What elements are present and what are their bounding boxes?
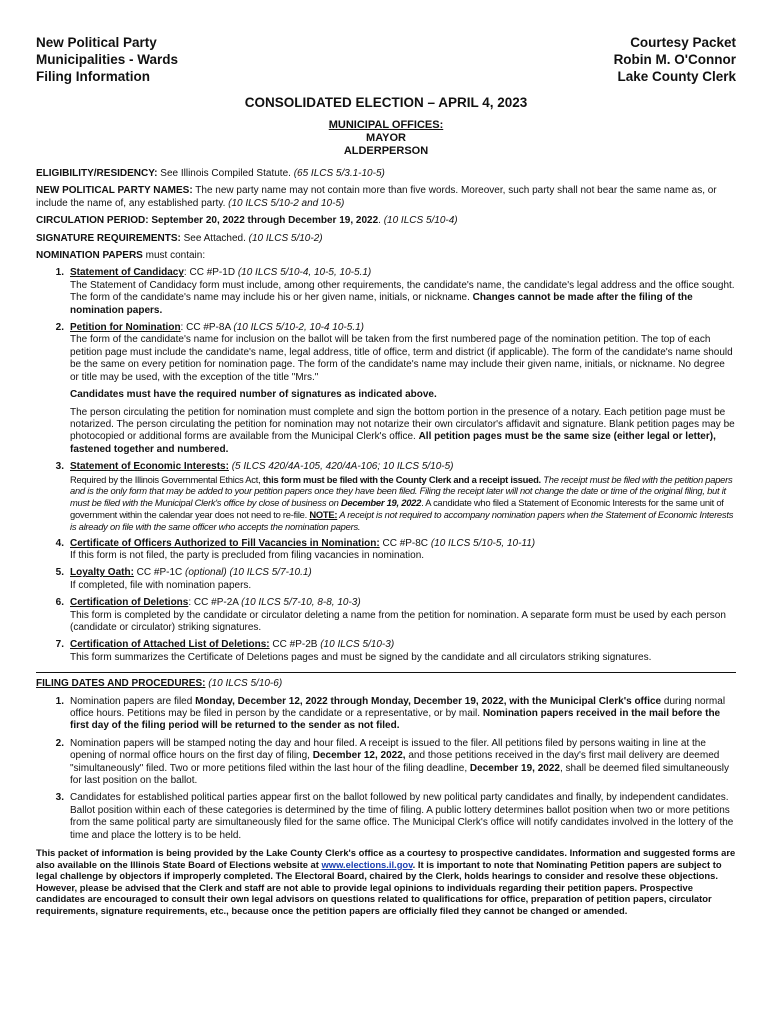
item-bold-2: Nomination papers received in the mail before the first day of the filing period will be returned to the sender as not filed. (70, 707, 721, 732)
header-left-line: New Political Party (36, 35, 157, 50)
item-number: 1. (55, 695, 64, 707)
item-bold-2: December 19, 2022 (469, 762, 560, 774)
circulation-text: . (378, 215, 384, 227)
municipal-offices (36, 119, 736, 158)
circulation-paragraph (36, 215, 736, 227)
signature-text: See Attached. (180, 232, 249, 244)
item-number: 6. (55, 597, 64, 609)
item-cite: (5 ILCS 420/4A-105, 420/4A-106; 10 ILCS 5/10-5) (228, 461, 454, 473)
header-left (36, 34, 178, 85)
item-cite: (10 ILCS 5/10-5, 10-11) (430, 537, 536, 549)
circulation-label: CIRCULATION PERIOD: September 20, 2022 through December 19, 2022 (36, 215, 379, 227)
item-text-2: The person circulating the petition for nomination must complete and sign the bottom portion in the presence of a notary. Each petition page must be notarized. The person circulating the petition for nomination may not notarize their own circulator's affidavit and signature. Blank petition pages may be photocopied or additional forms are available from the Municipal Clerk's office. (70, 406, 735, 443)
filing-heading (36, 678, 736, 690)
list-item (36, 461, 736, 532)
nomination-list (36, 267, 736, 664)
list-item (36, 567, 736, 592)
footer-text: This packet of information is being provided by the Lake County Clerk's office as a courtesy to prospective candidates. Information and suggested forms are also available on the Illinois State Board of Elections website at (36, 847, 736, 870)
item-text: Candidates for established political parties appear first on the ballot followed by new political party candidates and finally, by independent candidates. Ballot position within each of these categories is determined by the time of filing. A public lottery determines ballot position when two or more petitions from the same political party are simultaneously filed for the same office. The Municipal Clerk's office will notify candidates involved in the lottery of the time and place the lottery is to be held. (70, 792, 734, 841)
item-title: Petition for Nomination (70, 322, 181, 334)
item-text: Required by the Illinois Governmental Ethics Act, (70, 473, 263, 485)
header-right (614, 34, 736, 85)
list-item (36, 597, 736, 634)
party-names-paragraph (36, 185, 736, 210)
item-title: Certification of Deletions (70, 597, 189, 609)
item-title: Statement of Candidacy (70, 267, 184, 279)
item-cite: (10 ILCS 5/10-2, 10-4 10-5.1) (233, 322, 364, 334)
filing-label: FILING DATES AND PROCEDURES: (36, 678, 206, 690)
list-item (36, 792, 736, 842)
list-item (36, 738, 736, 788)
item-code: CC #P-8C (379, 537, 431, 549)
list-item (36, 322, 736, 456)
item-text: The form of the candidate's name for inclusion on the ballot will be taken from the first numbered page of the nomination petition. The top of each petition page must include the candidate's name, legal address, title of office, term and district (if applicable). The form of the candidate's name should be the same on every petition for nomination page. The form of the candidate's name may include their given name, initials, or nickname. No degree or title may be used, with the exception of the title "Mrs." (70, 334, 733, 383)
party-names-label: NEW POLITICAL PARTY NAMES: (36, 185, 193, 197)
offices-heading: MUNICIPAL OFFICES: (328, 119, 444, 131)
item-bold-paragraph: Candidates must have the required number of signatures as indicated above. (70, 389, 437, 401)
item-cite: (optional) (10 ILCS 5/7-10.1) (185, 567, 312, 579)
item-cite: (10 ILCS 5/7-10, 8-8, 10-3) (241, 597, 361, 609)
nomination-papers-paragraph (36, 250, 736, 262)
list-item (36, 696, 736, 733)
header-right-line: Robin M. O'Connor (613, 52, 736, 67)
office-item: MAYOR (366, 132, 406, 144)
item-number: 2. (55, 322, 64, 334)
item-text: Nomination papers will be stamped noting the day and hour filed. A receipt is issued to the filer. All petitions filed by persons waiting in line at the opening of normal office hours on the first day of filing, (70, 737, 706, 762)
item-text: This form summarizes the Certificate of Deletions pages and must be signed by the candidate and all circulators striking signatures. (70, 651, 652, 663)
item-code: : CC #P-1D (183, 267, 238, 279)
list-item (36, 639, 736, 664)
item-number: 1. (55, 267, 64, 279)
item-note-label: NOTE: (309, 508, 338, 520)
elections-website-link[interactable]: www.elections.il.gov (321, 858, 413, 870)
section-divider (36, 672, 736, 673)
item-italic: The receipt must be filed with the petition papers and is the only form that may be added to your petition papers once they have been filed. Filing the receipt later will not change the date or time of the original filing, but it must be filed with the Municipal Clerk's office by close of business on (70, 473, 733, 509)
circulation-cite: (10 ILCS 5/10-4) (383, 215, 458, 227)
eligibility-cite: (65 ILCS 5/3.1-10-5) (293, 168, 385, 179)
signature-cite: (10 ILCS 5/10-2) (248, 232, 323, 244)
list-item (36, 267, 736, 317)
item-code: CC #P-1C (133, 567, 186, 579)
item-deadline: December 19, 2022 (340, 497, 422, 509)
item-text: If this form is not filed, the party is precluded from filing vacancies in nomination. (70, 549, 425, 561)
eligibility-paragraph (36, 168, 736, 180)
eligibility-text: See Illinois Compiled Statute. (157, 168, 294, 179)
item-text-3: , shall be deemed filed simultaneously for last position on the ballot. (70, 762, 729, 787)
item-cite: (10 ILCS 5/10-4, 10-5, 10-5.1) (237, 267, 372, 279)
page-header (36, 34, 736, 85)
party-names-cite: (10 ILCS 5/10-2 and 10-5) (228, 197, 345, 209)
document-page (36, 34, 736, 917)
item-number: 4. (55, 537, 64, 549)
signature-requirements-paragraph (36, 233, 736, 245)
filing-cite: (10 ILCS 5/10-6) (205, 678, 283, 690)
document-title: CONSOLIDATED ELECTION – APRIL 4, 2023 (244, 95, 528, 110)
item-cite: (10 ILCS 5/10-3) (320, 639, 395, 651)
header-left-line: Municipalities - Wards (36, 52, 179, 67)
item-bold-2: All petition pages must be the same size (either legal or letter), fastened together and numbered. (70, 431, 716, 455)
item-number: 3. (55, 792, 64, 804)
item-text: Nomination papers are filed (70, 695, 196, 707)
item-number: 5. (55, 567, 64, 579)
item-title: Loyalty Oath: (70, 567, 134, 579)
signature-label: SIGNATURE REQUIREMENTS: (36, 232, 181, 244)
nomination-label: NOMINATION PAPERS (36, 250, 143, 262)
header-right-line: Courtesy Packet (630, 35, 736, 50)
item-title: Certificate of Officers Authorized to Fill Vacancies in Nomination: (70, 537, 380, 549)
footer-text-2: . It is important to note that Nominating Petition papers are subject to legal challenge by objectors if improperly completed. The Electoral Board, chaired by the Clerk, holds hearings to consider and resolve these objections. However, please be advised that the Clerk and staff are not able to provide legal opinions to individuals regarding their petition papers. Prospective candidates are encouraged to consult their own legal advisors on questions related to qualifications for office, preparation of petition papers, circulator requirements, signature requirements, etc., because once the petition papers are officially filed they cannot be changed or amended. (36, 858, 722, 917)
eligibility-label: ELIGIBILITY/RESIDENCY: (36, 168, 158, 179)
item-bold: this form must be filed with the County Clerk and a receipt issued. (262, 473, 541, 485)
item-text: If completed, file with nomination papers. (70, 579, 252, 591)
item-number: 7. (55, 639, 64, 651)
nomination-text: must contain: (142, 250, 206, 262)
item-code: CC #P-2B (269, 639, 321, 651)
item-italic-2: A receipt is not required to accompany nomination papers when the Statement of Economic Interests is already on file with the same officer who accepts the nomination papers. (70, 508, 734, 532)
item-bold: Monday, December 12, 2022 through Monday, December 19, 2022, with the Municipal Clerk's office (195, 695, 662, 707)
item-code: : CC #P-8A (180, 322, 234, 334)
item-bold: December 12, 2022, (312, 750, 406, 762)
item-number: 3. (55, 461, 64, 473)
item-code: : CC #P-2A (188, 597, 242, 609)
item-bold: Changes cannot be made after the filing of the nomination papers. (70, 292, 693, 316)
item-text-2: . A candidate who filed a Statement of Economic Interests for the same unit of government within the calendar year does not need to re-file. (70, 497, 724, 520)
office-item: ALDERPERSON (343, 145, 429, 157)
item-title: Certification of Attached List of Deletions: (70, 639, 270, 651)
item-text-2: and those petitions received in the day's first mail delivery are deemed "simultaneously" filed. Two or more petitions filed within the last hour of the filing deadline, (70, 750, 720, 774)
item-text: The Statement of Candidacy form must include, among other requirements, the candidate's name, the candidate's legal address and the office sought. The form of the candidate's name may include his or her given name, initials, or nickname. (70, 279, 735, 304)
list-item (36, 538, 736, 563)
header-left-line: Filing Information (36, 69, 150, 84)
party-names-text: The new party name may not contain more than five words. Moreover, such party shall not bear the same name as, or include the name of, any established party. (36, 185, 717, 209)
item-text: This form is completed by the candidate or circulator deleting a name from the petition for nomination. A separate form must be used by each person (candidate or circulator) striking signatures. (70, 609, 726, 633)
footer-disclaimer (36, 847, 736, 917)
item-title: Statement of Economic Interests: (70, 461, 229, 473)
item-text-2: during normal office hours. Petitions may be filed in person by the candidate or a representative, or by mail. (70, 695, 726, 719)
filing-list (36, 696, 736, 842)
item-number: 2. (55, 737, 64, 749)
header-right-line: Lake County Clerk (617, 69, 736, 84)
